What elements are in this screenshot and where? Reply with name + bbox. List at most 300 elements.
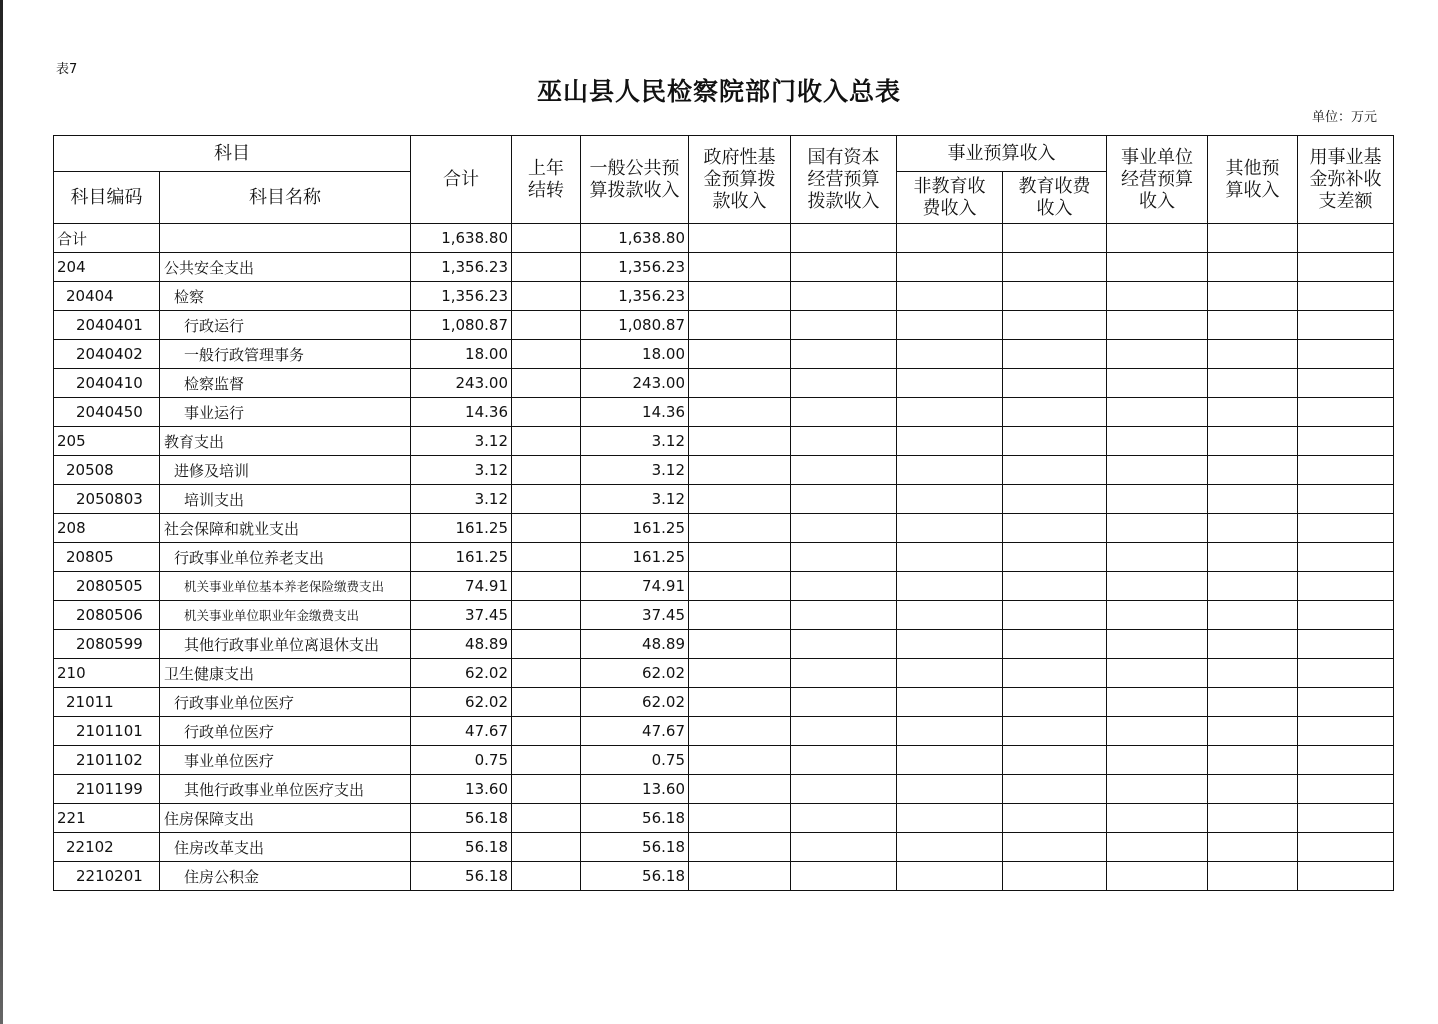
cell-name: 机关事业单位基本养老保险缴费支出: [160, 572, 411, 601]
cell-fund-supplement: [1298, 427, 1394, 456]
cell-total: 37.45: [411, 601, 512, 630]
cell-total: 243.00: [411, 369, 512, 398]
table-row: [54, 543, 1394, 572]
cell-general-budget: 56.18: [581, 804, 689, 833]
cell-carryover: [512, 253, 581, 282]
cell-fund-supplement: [1298, 804, 1394, 833]
cell-non-edu-fee: [897, 224, 1003, 253]
header-carryover: 上年结转: [512, 136, 581, 224]
table-row: [54, 224, 1394, 253]
cell-edu-fee: [1003, 862, 1107, 891]
cell-carryover: [512, 311, 581, 340]
cell-gov-fund: [689, 340, 791, 369]
cell-general-budget: 1,356.23: [581, 282, 689, 311]
cell-carryover: [512, 775, 581, 804]
cell-carryover: [512, 514, 581, 543]
cell-name: 教育支出: [160, 427, 411, 456]
cell-total: 62.02: [411, 688, 512, 717]
cell-general-budget: 161.25: [581, 514, 689, 543]
cell-total: 1,080.87: [411, 311, 512, 340]
cell-state-capital: [791, 427, 897, 456]
cell-edu-fee: [1003, 456, 1107, 485]
cell-general-budget: 74.91: [581, 572, 689, 601]
cell-non-edu-fee: [897, 456, 1003, 485]
cell-total: 0.75: [411, 746, 512, 775]
cell-general-budget: 62.02: [581, 688, 689, 717]
cell-fund-supplement: [1298, 456, 1394, 485]
cell-gov-fund: [689, 514, 791, 543]
cell-total: 18.00: [411, 340, 512, 369]
cell-state-capital: [791, 659, 897, 688]
cell-unit-operating: [1107, 253, 1208, 282]
cell-non-edu-fee: [897, 862, 1003, 891]
cell-carryover: [512, 543, 581, 572]
cell-state-capital: [791, 601, 897, 630]
cell-name: 行政运行: [160, 311, 411, 340]
table-row: [54, 601, 1394, 630]
cell-name: 其他行政事业单位医疗支出: [160, 775, 411, 804]
table-row: [54, 369, 1394, 398]
header-fund-supplement: 用事业基金弥补收支差额: [1298, 136, 1394, 224]
cell-code: 20508: [54, 456, 160, 485]
cell-state-capital: [791, 833, 897, 862]
cell-state-capital: [791, 746, 897, 775]
cell-total: 1,356.23: [411, 282, 512, 311]
cell-carryover: [512, 688, 581, 717]
cell-name: 卫生健康支出: [160, 659, 411, 688]
cell-state-capital: [791, 369, 897, 398]
cell-other-budget: [1208, 311, 1298, 340]
cell-fund-supplement: [1298, 485, 1394, 514]
header-business-budget: 事业预算收入: [897, 136, 1107, 172]
cell-total: 3.12: [411, 427, 512, 456]
cell-non-edu-fee: [897, 659, 1003, 688]
cell-name: 一般行政管理事务: [160, 340, 411, 369]
cell-code: 204: [54, 253, 160, 282]
cell-total: 13.60: [411, 775, 512, 804]
cell-non-edu-fee: [897, 253, 1003, 282]
cell-other-budget: [1208, 369, 1298, 398]
cell-other-budget: [1208, 862, 1298, 891]
cell-unit-operating: [1107, 282, 1208, 311]
cell-state-capital: [791, 456, 897, 485]
header-state-capital: 国有资本经营预算拨款收入: [791, 136, 897, 224]
cell-unit-operating: [1107, 630, 1208, 659]
table-row: [54, 659, 1394, 688]
cell-state-capital: [791, 311, 897, 340]
cell-name: 事业单位医疗: [160, 746, 411, 775]
page-title: 巫山县人民检察院部门收入总表: [536, 77, 901, 106]
cell-total: 56.18: [411, 804, 512, 833]
cell-general-budget: 18.00: [581, 340, 689, 369]
cell-edu-fee: [1003, 543, 1107, 572]
cell-edu-fee: [1003, 804, 1107, 833]
cell-unit-operating: [1107, 543, 1208, 572]
cell-general-budget: 13.60: [581, 775, 689, 804]
cell-edu-fee: [1003, 833, 1107, 862]
cell-fund-supplement: [1298, 253, 1394, 282]
cell-non-edu-fee: [897, 282, 1003, 311]
cell-code: 合计: [54, 224, 160, 253]
cell-edu-fee: [1003, 746, 1107, 775]
header-general-budget: 一般公共预算拨款收入: [581, 136, 689, 224]
cell-code: 2080599: [54, 630, 160, 659]
table-row: [54, 833, 1394, 862]
cell-general-budget: 37.45: [581, 601, 689, 630]
cell-gov-fund: [689, 282, 791, 311]
cell-edu-fee: [1003, 630, 1107, 659]
cell-gov-fund: [689, 630, 791, 659]
cell-state-capital: [791, 340, 897, 369]
cell-general-budget: 1,080.87: [581, 311, 689, 340]
cell-non-edu-fee: [897, 369, 1003, 398]
cell-total: 62.02: [411, 659, 512, 688]
table-row: [54, 253, 1394, 282]
cell-unit-operating: [1107, 456, 1208, 485]
cell-non-edu-fee: [897, 311, 1003, 340]
cell-carryover: [512, 282, 581, 311]
cell-other-budget: [1208, 630, 1298, 659]
table-row: [54, 572, 1394, 601]
cell-general-budget: 56.18: [581, 833, 689, 862]
cell-carryover: [512, 427, 581, 456]
cell-non-edu-fee: [897, 688, 1003, 717]
cell-edu-fee: [1003, 369, 1107, 398]
cell-gov-fund: [689, 543, 791, 572]
table-row: [54, 456, 1394, 485]
cell-non-edu-fee: [897, 572, 1003, 601]
cell-fund-supplement: [1298, 369, 1394, 398]
cell-unit-operating: [1107, 688, 1208, 717]
table-row: [54, 804, 1394, 833]
header-unit-operating: 事业单位经营预算收入: [1107, 136, 1208, 224]
cell-gov-fund: [689, 456, 791, 485]
cell-code: 221: [54, 804, 160, 833]
cell-name: 检察: [160, 282, 411, 311]
cell-code: 2040402: [54, 340, 160, 369]
cell-state-capital: [791, 224, 897, 253]
cell-state-capital: [791, 485, 897, 514]
cell-fund-supplement: [1298, 514, 1394, 543]
cell-edu-fee: [1003, 514, 1107, 543]
cell-unit-operating: [1107, 775, 1208, 804]
table-header: [54, 136, 1394, 224]
cell-gov-fund: [689, 253, 791, 282]
cell-code: 2080506: [54, 601, 160, 630]
cell-carryover: [512, 717, 581, 746]
cell-fund-supplement: [1298, 659, 1394, 688]
cell-code: 2101101: [54, 717, 160, 746]
cell-carryover: [512, 804, 581, 833]
cell-non-edu-fee: [897, 514, 1003, 543]
cell-code: 2040410: [54, 369, 160, 398]
header-total: 合计: [411, 136, 512, 224]
cell-unit-operating: [1107, 746, 1208, 775]
cell-unit-operating: [1107, 514, 1208, 543]
cell-name: 检察监督: [160, 369, 411, 398]
cell-name: 进修及培训: [160, 456, 411, 485]
header-name: 科目名称: [160, 172, 411, 224]
cell-edu-fee: [1003, 572, 1107, 601]
cell-gov-fund: [689, 804, 791, 833]
cell-general-budget: 48.89: [581, 630, 689, 659]
cell-fund-supplement: [1298, 543, 1394, 572]
cell-name: 住房公积金: [160, 862, 411, 891]
cell-edu-fee: [1003, 398, 1107, 427]
cell-gov-fund: [689, 659, 791, 688]
cell-other-budget: [1208, 514, 1298, 543]
table-row: [54, 688, 1394, 717]
cell-gov-fund: [689, 601, 791, 630]
cell-code: 2050803: [54, 485, 160, 514]
cell-code: 22102: [54, 833, 160, 862]
cell-state-capital: [791, 804, 897, 833]
cell-carryover: [512, 572, 581, 601]
cell-name: 其他行政事业单位离退休支出: [160, 630, 411, 659]
cell-edu-fee: [1003, 311, 1107, 340]
cell-total: 3.12: [411, 485, 512, 514]
cell-edu-fee: [1003, 340, 1107, 369]
table-row: [54, 775, 1394, 804]
cell-carryover: [512, 862, 581, 891]
cell-fund-supplement: [1298, 224, 1394, 253]
cell-total: 56.18: [411, 862, 512, 891]
cell-code: 210: [54, 659, 160, 688]
table-row: [54, 282, 1394, 311]
cell-gov-fund: [689, 717, 791, 746]
cell-gov-fund: [689, 398, 791, 427]
cell-gov-fund: [689, 862, 791, 891]
cell-gov-fund: [689, 688, 791, 717]
cell-other-budget: [1208, 224, 1298, 253]
table-row: [54, 862, 1394, 891]
cell-code: 2080505: [54, 572, 160, 601]
cell-carryover: [512, 456, 581, 485]
cell-gov-fund: [689, 224, 791, 253]
cell-code: 208: [54, 514, 160, 543]
cell-other-budget: [1208, 601, 1298, 630]
cell-total: 3.12: [411, 456, 512, 485]
cell-other-budget: [1208, 775, 1298, 804]
cell-unit-operating: [1107, 717, 1208, 746]
header-non-edu-fee: 非教育收费收入: [897, 172, 1003, 224]
cell-total: 14.36: [411, 398, 512, 427]
cell-other-budget: [1208, 340, 1298, 369]
cell-non-edu-fee: [897, 833, 1003, 862]
cell-fund-supplement: [1298, 717, 1394, 746]
cell-other-budget: [1208, 746, 1298, 775]
cell-name: 行政单位医疗: [160, 717, 411, 746]
cell-other-budget: [1208, 688, 1298, 717]
cell-carryover: [512, 659, 581, 688]
cell-other-budget: [1208, 804, 1298, 833]
cell-state-capital: [791, 282, 897, 311]
cell-general-budget: 161.25: [581, 543, 689, 572]
income-summary-table: [53, 135, 1394, 891]
cell-name: 住房保障支出: [160, 804, 411, 833]
cell-other-budget: [1208, 456, 1298, 485]
cell-non-edu-fee: [897, 804, 1003, 833]
cell-unit-operating: [1107, 311, 1208, 340]
cell-gov-fund: [689, 746, 791, 775]
cell-carryover: [512, 833, 581, 862]
cell-code: 2040401: [54, 311, 160, 340]
cell-general-budget: 1,356.23: [581, 253, 689, 282]
cell-carryover: [512, 369, 581, 398]
cell-non-edu-fee: [897, 398, 1003, 427]
header-other-budget: 其他预算收入: [1208, 136, 1298, 224]
cell-total: 1,638.80: [411, 224, 512, 253]
cell-non-edu-fee: [897, 340, 1003, 369]
cell-fund-supplement: [1298, 282, 1394, 311]
cell-fund-supplement: [1298, 311, 1394, 340]
table-row: [54, 746, 1394, 775]
cell-state-capital: [791, 688, 897, 717]
cell-total: 161.25: [411, 543, 512, 572]
cell-edu-fee: [1003, 775, 1107, 804]
cell-general-budget: 56.18: [581, 862, 689, 891]
cell-other-budget: [1208, 659, 1298, 688]
cell-total: 161.25: [411, 514, 512, 543]
cell-fund-supplement: [1298, 862, 1394, 891]
cell-edu-fee: [1003, 427, 1107, 456]
cell-fund-supplement: [1298, 572, 1394, 601]
cell-fund-supplement: [1298, 340, 1394, 369]
cell-carryover: [512, 630, 581, 659]
cell-general-budget: 14.36: [581, 398, 689, 427]
cell-edu-fee: [1003, 282, 1107, 311]
cell-carryover: [512, 340, 581, 369]
table-body: [54, 224, 1394, 891]
cell-fund-supplement: [1298, 601, 1394, 630]
cell-other-budget: [1208, 833, 1298, 862]
cell-carryover: [512, 224, 581, 253]
cell-name: 行政事业单位医疗: [160, 688, 411, 717]
cell-fund-supplement: [1298, 630, 1394, 659]
cell-unit-operating: [1107, 659, 1208, 688]
cell-gov-fund: [689, 775, 791, 804]
cell-gov-fund: [689, 427, 791, 456]
cell-code: 20805: [54, 543, 160, 572]
cell-total: 74.91: [411, 572, 512, 601]
cell-name: 公共安全支出: [160, 253, 411, 282]
cell-total: 1,356.23: [411, 253, 512, 282]
cell-gov-fund: [689, 311, 791, 340]
cell-total: 56.18: [411, 833, 512, 862]
cell-edu-fee: [1003, 659, 1107, 688]
cell-unit-operating: [1107, 485, 1208, 514]
cell-state-capital: [791, 630, 897, 659]
cell-code: 20404: [54, 282, 160, 311]
cell-unit-operating: [1107, 804, 1208, 833]
table-row: [54, 398, 1394, 427]
cell-general-budget: 62.02: [581, 659, 689, 688]
cell-state-capital: [791, 862, 897, 891]
header-code: 科目编码: [54, 172, 160, 224]
cell-other-budget: [1208, 427, 1298, 456]
cell-non-edu-fee: [897, 427, 1003, 456]
cell-carryover: [512, 746, 581, 775]
cell-general-budget: 47.67: [581, 717, 689, 746]
table-row: [54, 427, 1394, 456]
cell-other-budget: [1208, 543, 1298, 572]
cell-name: 机关事业单位职业年金缴费支出: [160, 601, 411, 630]
cell-code: 21011: [54, 688, 160, 717]
cell-edu-fee: [1003, 717, 1107, 746]
cell-edu-fee: [1003, 253, 1107, 282]
header-gov-fund: 政府性基金预算拨款收入: [689, 136, 791, 224]
cell-state-capital: [791, 543, 897, 572]
cell-total: 48.89: [411, 630, 512, 659]
cell-name: 社会保障和就业支出: [160, 514, 411, 543]
cell-name: [160, 224, 411, 253]
cell-total: 47.67: [411, 717, 512, 746]
cell-code: 205: [54, 427, 160, 456]
header-subject: 科目: [54, 136, 411, 172]
cell-general-budget: 243.00: [581, 369, 689, 398]
cell-non-edu-fee: [897, 485, 1003, 514]
cell-code: 2101199: [54, 775, 160, 804]
cell-gov-fund: [689, 369, 791, 398]
cell-unit-operating: [1107, 398, 1208, 427]
cell-non-edu-fee: [897, 601, 1003, 630]
cell-state-capital: [791, 775, 897, 804]
cell-name: 事业运行: [160, 398, 411, 427]
cell-edu-fee: [1003, 485, 1107, 514]
cell-non-edu-fee: [897, 746, 1003, 775]
cell-state-capital: [791, 253, 897, 282]
cell-state-capital: [791, 398, 897, 427]
cell-unit-operating: [1107, 572, 1208, 601]
cell-name: 行政事业单位养老支出: [160, 543, 411, 572]
table-row: [54, 630, 1394, 659]
table-row: [54, 514, 1394, 543]
cell-other-budget: [1208, 398, 1298, 427]
cell-code: 2040450: [54, 398, 160, 427]
cell-state-capital: [791, 514, 897, 543]
cell-code: 2101102: [54, 746, 160, 775]
cell-non-edu-fee: [897, 630, 1003, 659]
cell-unit-operating: [1107, 224, 1208, 253]
cell-fund-supplement: [1298, 398, 1394, 427]
unit-label: 单位：万元: [1312, 110, 1378, 125]
cell-gov-fund: [689, 572, 791, 601]
cell-name: 住房改革支出: [160, 833, 411, 862]
cell-other-budget: [1208, 282, 1298, 311]
cell-edu-fee: [1003, 224, 1107, 253]
cell-unit-operating: [1107, 833, 1208, 862]
cell-fund-supplement: [1298, 833, 1394, 862]
cell-non-edu-fee: [897, 717, 1003, 746]
cell-state-capital: [791, 717, 897, 746]
cell-unit-operating: [1107, 601, 1208, 630]
cell-general-budget: 3.12: [581, 427, 689, 456]
cell-state-capital: [791, 572, 897, 601]
cell-carryover: [512, 485, 581, 514]
cell-edu-fee: [1003, 688, 1107, 717]
cell-non-edu-fee: [897, 543, 1003, 572]
cell-gov-fund: [689, 485, 791, 514]
cell-unit-operating: [1107, 862, 1208, 891]
cell-gov-fund: [689, 833, 791, 862]
cell-general-budget: 1,638.80: [581, 224, 689, 253]
cell-name: 培训支出: [160, 485, 411, 514]
cell-other-budget: [1208, 485, 1298, 514]
cell-fund-supplement: [1298, 775, 1394, 804]
cell-general-budget: 3.12: [581, 485, 689, 514]
table-number: 表7: [56, 62, 78, 77]
table-row: [54, 485, 1394, 514]
